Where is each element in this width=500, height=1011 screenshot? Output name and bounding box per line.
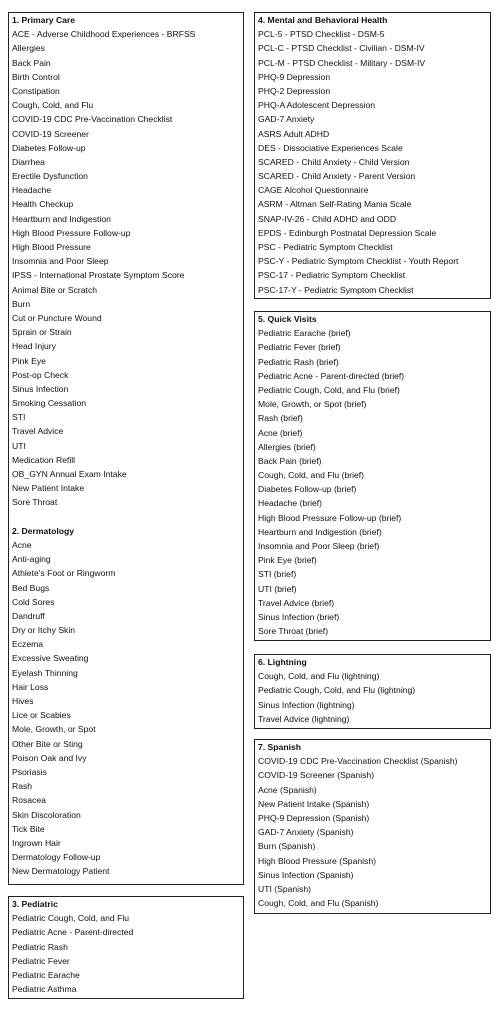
list-item[interactable]: COVID-19 Screener (Spanish) [258, 770, 375, 781]
list-item[interactable]: Eczema [12, 639, 44, 650]
list-item[interactable]: GAD-7 Anxiety (Spanish) [258, 827, 354, 838]
list-item[interactable]: ASRM - Altman Self-Rating Mania Scale [258, 199, 412, 210]
list-item[interactable]: Insomnia and Poor Sleep (brief) [258, 541, 380, 551]
list-item[interactable]: Health Checkup [12, 199, 74, 210]
list-item[interactable]: PHQ-2 Depression [258, 85, 331, 96]
list-item[interactable]: Post-op Check [12, 369, 69, 380]
list-item[interactable]: Allergies (brief) [258, 441, 316, 452]
pediatric-list [12, 911, 240, 996]
list-item[interactable]: PSC - Pediatric Symptom Checklist [258, 242, 393, 252]
list-item[interactable]: New Patient Intake [12, 483, 85, 494]
list-item[interactable]: Animal Bite or Scratch [12, 284, 98, 295]
list-item[interactable]: Pediatric Cough, Cold, and Flu (brief) [258, 384, 400, 395]
list-item[interactable]: Mole, Growth, or Spot [12, 724, 96, 735]
list-item[interactable]: Tick Bite [12, 823, 45, 834]
list-item[interactable]: Psoriasis [12, 766, 47, 777]
list-item[interactable]: Pediatric Cough, Cold, and Flu [12, 913, 130, 924]
section-box-lightning [254, 654, 491, 729]
list-item[interactable]: Cut or Puncture Wound [12, 312, 102, 323]
list-item[interactable]: Sore Throat (brief) [258, 626, 329, 637]
list-item[interactable]: STI [12, 412, 26, 423]
list-item[interactable]: Head Injury [12, 341, 56, 352]
list-item[interactable]: PSC-Y - Pediatric Symptom Checklist - Youth Report [258, 256, 459, 267]
list-item[interactable]: PCL-5 - PTSD Checklist - DSM-5 [258, 29, 385, 40]
list-item[interactable]: Rash (brief) [258, 413, 303, 424]
list-item[interactable]: Eyelash Thinning [12, 667, 78, 678]
list-item[interactable]: Burn [12, 298, 31, 309]
list-item[interactable]: Pediatric Asthma [12, 984, 77, 995]
list-item[interactable]: Pediatric Rash (brief) [258, 356, 339, 367]
section-title-spanish: 7. Spanish [258, 742, 301, 752]
list-item[interactable]: Travel Advice [12, 426, 64, 437]
list-item[interactable]: Cold Sores [12, 596, 55, 607]
section-title-primary-care: 1. Primary Care [12, 15, 76, 25]
section-spacer [12, 510, 240, 524]
list-item[interactable]: Smoking Cessation [12, 398, 87, 409]
list-item[interactable]: EPDS - Edinburgh Postnatal Depression Scale [258, 227, 437, 238]
list-item[interactable]: Insomnia and Poor Sleep [12, 256, 109, 267]
section-box-spanish [254, 739, 491, 914]
list-item[interactable]: ACE - Adverse Childhood Experiences - BRFSS [12, 29, 196, 40]
list-item[interactable]: CAGE Alcohol Questionnaire [258, 185, 369, 196]
list-item[interactable]: Excessive Sweating [12, 653, 89, 664]
list-item[interactable]: Pink Eye [12, 355, 46, 366]
list-item[interactable]: Sinus Infection (brief) [258, 611, 340, 622]
list-item[interactable]: PCL-C - PTSD Checklist - Civilian - DSM-IV [258, 43, 425, 54]
list-item[interactable]: Birth Control [12, 71, 60, 82]
section-title-mental-health: 4. Mental and Behavioral Health [258, 15, 388, 25]
list-item[interactable]: UTI (brief) [258, 583, 297, 594]
list-item[interactable]: SNAP-IV-26 - Child ADHD and ODD [258, 213, 397, 224]
list-item[interactable]: Mole, Growth, or Spot (brief) [258, 399, 367, 410]
list-item[interactable]: PHQ-9 Depression [258, 71, 331, 82]
section-box-pediatric [8, 896, 244, 999]
list-item[interactable]: Medication Refill [12, 454, 76, 465]
section-title-pediatric: 3. Pediatric [12, 899, 58, 909]
list-item[interactable]: Bed Bugs [12, 582, 50, 593]
list-item[interactable]: Dermatology Follow-up [12, 852, 101, 863]
list-item[interactable]: High Blood Pressure (Spanish) [258, 855, 376, 866]
list-item[interactable]: Pediatric Fever [12, 955, 70, 966]
list-item[interactable]: Acne (brief) [258, 427, 303, 438]
list-item[interactable]: Sore Throat [12, 497, 58, 508]
list-item[interactable]: PHQ-A Adolescent Depression [258, 100, 376, 111]
list-item[interactable]: Cough, Cold, and Flu (brief) [258, 470, 365, 481]
list-item[interactable]: Sprain or Strain [12, 327, 72, 338]
list-item[interactable]: Back Pain [12, 57, 51, 68]
list-item[interactable]: Pediatric Earache [12, 969, 80, 980]
list-item[interactable]: Sinus Infection [12, 383, 69, 394]
list-item[interactable]: ASRS Adult ADHD [258, 128, 330, 139]
list-item[interactable]: Constipation [12, 85, 60, 96]
list-item[interactable]: New Patient Intake (Spanish) [258, 798, 370, 809]
list-item[interactable]: COVID-19 CDC Pre-Vaccination Checklist [12, 114, 173, 125]
list-item[interactable]: Travel Advice (lightning) [258, 713, 350, 724]
list-item[interactable]: Hives [12, 696, 34, 706]
list-item[interactable]: PSC-17-Y - Pediatric Symptom Checklist [258, 284, 414, 295]
list-item[interactable]: Erectile Dysfunction [12, 171, 88, 182]
list-item[interactable]: Back Pain (brief) [258, 455, 322, 466]
section-box-primary-dermatology [8, 12, 244, 885]
list-item[interactable]: PSC-17 - Pediatric Symptom Checklist [258, 270, 406, 281]
list-item[interactable]: PHQ-9 Depression (Spanish) [258, 812, 370, 823]
list-item[interactable]: Headache [12, 185, 52, 196]
dermatology-list [12, 538, 240, 879]
list-item[interactable]: Travel Advice (brief) [258, 597, 335, 608]
list-item[interactable]: OB_GYN Annual Exam Intake [12, 469, 127, 479]
list-item[interactable]: Cough, Cold, and Flu (Spanish) [258, 898, 379, 909]
list-item[interactable]: Pediatric Earache (brief) [258, 328, 351, 339]
section-title-lightning: 6. Lightning [258, 657, 307, 667]
list-item[interactable]: Acne [12, 539, 32, 550]
list-item[interactable]: Pediatric Rash [12, 941, 68, 952]
list-item[interactable]: Rash [12, 781, 33, 792]
list-item[interactable]: Hair Loss [12, 681, 49, 692]
list-item[interactable]: Acne (Spanish) [258, 784, 317, 795]
list-item[interactable]: IPSS - International Prostate Symptom Score [12, 270, 185, 281]
list-item[interactable]: Anti-aging [12, 554, 51, 565]
mental-health-list [258, 27, 487, 297]
list-item[interactable]: Lice or Scabies [12, 710, 71, 721]
list-item[interactable]: Other Bite or Sting [12, 738, 83, 749]
list-item[interactable]: UTI [12, 440, 26, 451]
list-item[interactable]: Pediatric Acne - Parent-directed (brief) [258, 370, 405, 381]
list-item[interactable]: Cough, Cold, and Flu (lightning) [258, 671, 380, 682]
list-item[interactable]: Pediatric Fever (brief) [258, 342, 341, 353]
list-item[interactable]: New Dermatology Patient [12, 866, 110, 877]
list-item[interactable]: Heartburn and Indigestion [12, 213, 111, 224]
list-item[interactable]: COVID-19 CDC Pre-Vaccination Checklist (Spanish) [258, 756, 458, 767]
primary-care-list [12, 27, 240, 509]
list-item[interactable]: STI (brief) [258, 569, 297, 580]
list-item[interactable]: Allergies [12, 43, 45, 54]
section-title-dermatology: 2. Dermatology [12, 525, 75, 536]
list-item[interactable]: Headache (brief) [258, 498, 323, 509]
list-item[interactable]: High Blood Pressure [12, 242, 91, 252]
list-item[interactable]: Poison Oak and Ivy [12, 752, 87, 763]
list-item[interactable]: Cough, Cold, and Flu [12, 100, 94, 111]
list-item[interactable]: DES - Dissociative Experiences Scale [258, 142, 403, 153]
list-item[interactable]: Diabetes Follow-up [12, 142, 86, 153]
list-item[interactable]: Skin Discoloration [12, 809, 81, 820]
list-item[interactable]: Diarrhea [12, 156, 45, 167]
list-item[interactable]: Burn (Spanish) [258, 841, 316, 852]
list-item[interactable]: Heartburn and Indigestion (brief) [258, 526, 382, 537]
list-item[interactable]: Pediatric Cough, Cold, and Flu (lightning) [258, 685, 416, 696]
lightning-list [258, 669, 487, 726]
list-item[interactable]: Pink Eye (brief) [258, 555, 317, 566]
list-item[interactable]: Athlete's Foot or Ringworm [12, 568, 116, 579]
section-box-mental-health [254, 12, 491, 299]
list-item[interactable]: GAD-7 Anxiety [258, 114, 315, 125]
list-item[interactable]: SCARED - Child Anxiety - Child Version [258, 156, 410, 167]
list-item[interactable]: Dry or Itchy Skin [12, 625, 76, 636]
list-item[interactable]: UTI (Spanish) [258, 883, 312, 894]
list-item[interactable]: Diabetes Follow-up (brief) [258, 484, 357, 495]
list-item[interactable]: High Blood Pressure Follow-up (brief) [258, 512, 402, 523]
list-item[interactable]: Dandruff [12, 610, 45, 621]
section-title-quick-visits: 5. Quick Visits [258, 314, 317, 324]
list-item[interactable]: Rosacea [12, 795, 46, 806]
spanish-list [258, 754, 487, 910]
list-item[interactable]: Ingrown Hair [12, 837, 61, 848]
list-item[interactable]: PCL-M - PTSD Checklist - Military - DSM-IV [258, 57, 426, 68]
list-item[interactable]: Sinus Infection (lightning) [258, 699, 355, 710]
list-item[interactable]: SCARED - Child Anxiety - Parent Version [258, 171, 416, 182]
list-item[interactable]: High Blood Pressure Follow-up [12, 227, 131, 238]
quick-visits-list [258, 326, 487, 638]
list-item[interactable]: Sinus Infection (Spanish) [258, 869, 354, 880]
list-item[interactable]: COVID-19 Screener [12, 128, 89, 139]
list-item[interactable]: Pediatric Acne - Parent-directed [12, 927, 134, 938]
section-box-quick-visits [254, 311, 491, 641]
